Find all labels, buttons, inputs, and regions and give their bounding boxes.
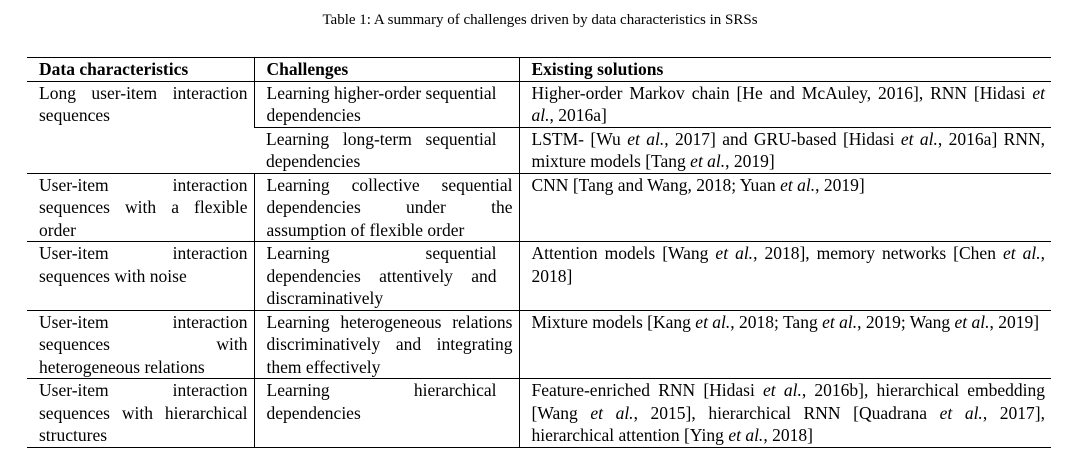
citation-et-al: et al. (695, 311, 731, 332)
cell-challenge: Learning sequential dependencies attentively and discraminatively (254, 242, 519, 311)
cell-characteristic: User-item interaction sequences with hierarchical structures (27, 379, 254, 448)
solution-text: Mixture models [Kang (531, 311, 696, 332)
citation-et-al: et al. (531, 82, 1045, 125)
challenges-table (27, 57, 1051, 448)
table-row (27, 310, 1051, 379)
cell-characteristic: Long user-item interaction sequences (27, 81, 254, 173)
citation-et-al: et al. (728, 425, 764, 445)
citation-et-al: et al. (1002, 243, 1041, 263)
citation-et-al: et al. (822, 311, 858, 332)
citation-et-al: et al. (900, 128, 938, 149)
solution-text: , 2015], hierarchical RNN [Quadrana (633, 402, 940, 423)
cell-challenge: Learning higher-order sequential dependencies (254, 81, 519, 127)
solution-text: CNN [Tang and Wang, 2018; Yuan (531, 174, 781, 195)
header-challenges: Challenges (254, 58, 519, 82)
cell-challenge: Learning long-term sequential dependencies (254, 127, 519, 173)
table-header-row (27, 58, 1051, 82)
cell-challenge: Learning hierarchical dependencies (254, 379, 519, 448)
cell-solutions (519, 81, 1051, 127)
solution-text: Attention models [Wang (531, 243, 716, 263)
solution-text: , 2018] (763, 425, 813, 445)
solution-text: , 2018] (531, 243, 1045, 286)
table-row (27, 81, 1051, 127)
solution-text: , 2016b], hierarchical embedding [Wang (531, 380, 1046, 423)
citation-et-al: et al. (627, 128, 665, 149)
cell-solutions (519, 310, 1051, 379)
table-caption: Table 1: A summary of challenges driven by data characteristics in SRSs (322, 12, 758, 28)
cell-characteristic: User-item interaction sequences with a flexible order (27, 173, 254, 242)
citation-et-al: et al. (690, 151, 726, 171)
solution-text: , 2019] (725, 151, 775, 171)
solution-text: , 2019; Wang (857, 311, 955, 332)
cell-characteristic: User-item interaction sequences with noise (27, 242, 254, 311)
solution-text: Feature-enriched RNN [Hidasi (531, 380, 764, 400)
solution-text: , 2017], hierarchical attention [Ying (531, 402, 1046, 445)
solution-text: , 2018], memory networks [Chen (753, 243, 1003, 263)
header-existing-solutions: Existing solutions (519, 58, 1051, 82)
cell-challenge: Learning heterogeneous relations discriminatively and integrating them effectively (254, 310, 519, 379)
citation-et-al: et al. (780, 174, 816, 195)
cell-solutions (519, 242, 1051, 311)
cell-solutions (519, 173, 1051, 242)
table-row (27, 379, 1051, 448)
solution-text: , 2016a] (549, 105, 607, 125)
citation-et-al: et al. (939, 402, 983, 423)
citation-et-al: et al. (763, 380, 802, 400)
cell-solutions (519, 379, 1051, 448)
citation-et-al: et al. (954, 311, 990, 332)
solution-text: , 2019] (989, 311, 1040, 332)
cell-solutions (519, 127, 1051, 173)
solution-text: , 2018; Tang (730, 311, 823, 332)
citation-et-al: et al. (590, 402, 634, 423)
solution-text: , 2017] and GRU-based [Hidasi (664, 128, 901, 149)
header-data-characteristics: Data characteristics (27, 58, 254, 82)
citation-et-al: et al. (715, 243, 754, 263)
solution-text: Higher-order Markov chain [He and McAuley, 2016], RNN [Hidasi (531, 82, 1033, 103)
cell-characteristic: User-item interaction sequences with heterogeneous relations (27, 310, 254, 379)
solution-text: LSTM- [Wu (531, 128, 628, 149)
table-row (27, 173, 1051, 242)
solution-text: , 2019] (815, 174, 865, 195)
cell-challenge: Learning collective sequential dependencies under the assumption of flexible order (254, 173, 519, 242)
table-row (27, 242, 1051, 311)
solution-text: , 2016a] RNN, mixture models [Tang (531, 128, 1046, 171)
